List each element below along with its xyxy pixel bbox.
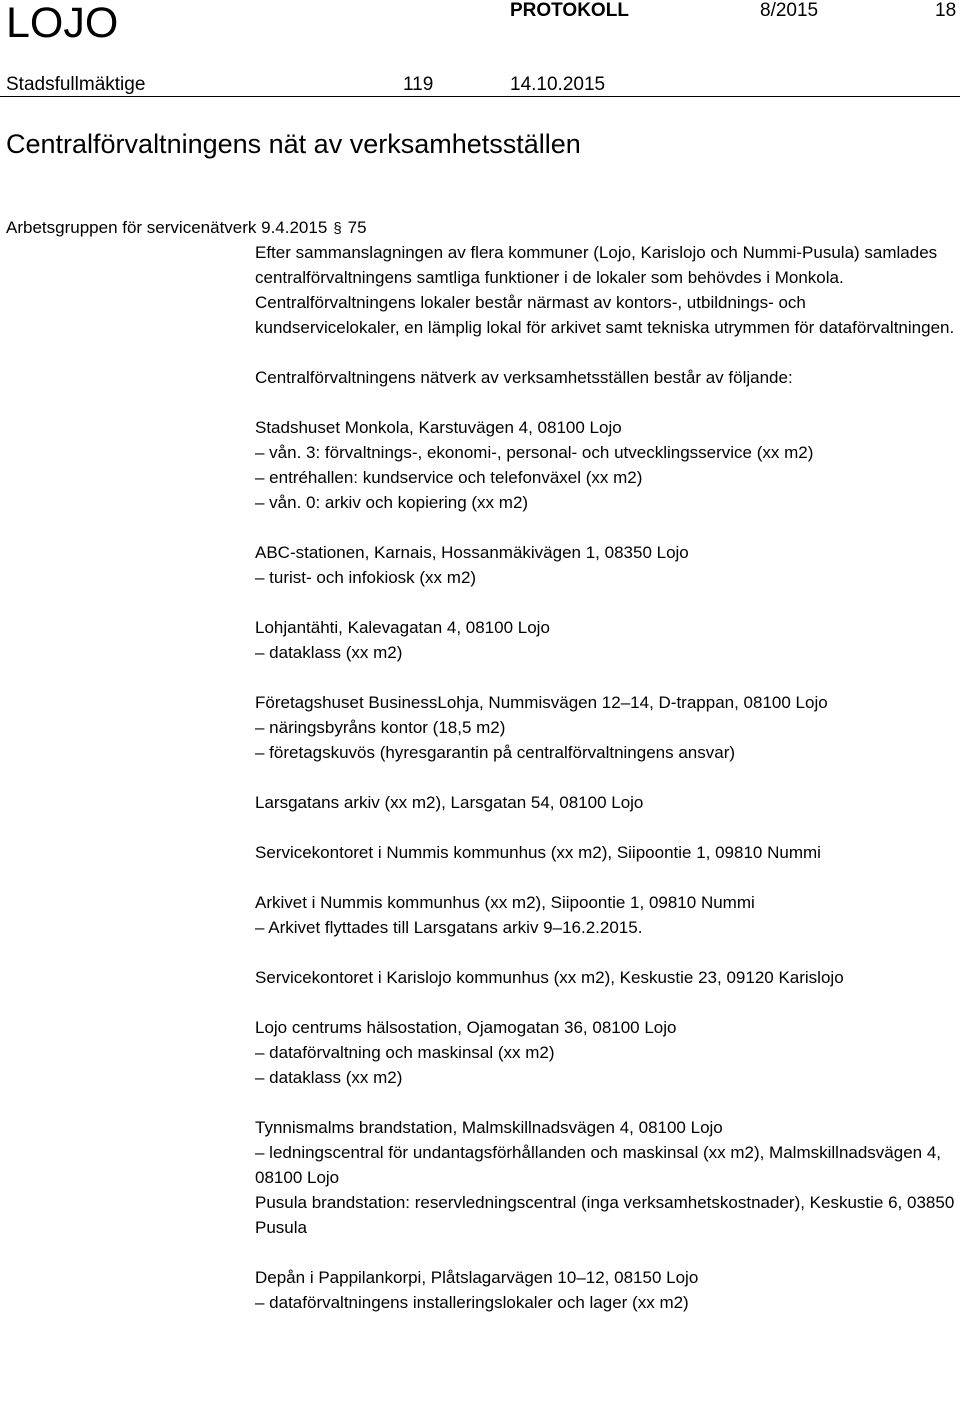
paragraph-line: Efter sammanslagningen av flera kommuner (Lojo, Karislojo och Nummi-Pusula) samlades centralförvaltningens samtliga funktioner i de lokaler som behövdes i Monkola. Centralförvaltningens lokaler består närmast av kontors-, utbildnings- och kundservicelokaler, en lämplig lokal för arkivet samt tekniska utrymmen för dataförvaltningen. <box>255 243 955 337</box>
paragraph-line: – ledningscentral för undantagsförhållanden och maskinsal (xx m2), Malmskillnadsvägen 4, 08100 Lojo <box>255 1143 942 1187</box>
paragraph-line: Centralförvaltningens nätverk av verksamhetsställen består av följande: <box>255 368 793 387</box>
page-number: 18 <box>935 0 957 21</box>
paragraph-line: – företagskuvös (hyresgarantin på centralförvaltningens ansvar) <box>255 743 736 762</box>
subheading <box>6 216 367 241</box>
paragraph <box>255 1115 955 1240</box>
paragraph <box>255 690 955 765</box>
subheading-text: Arbetsgruppen för servicenätverk 9.4.2015 <box>6 218 328 237</box>
section-number: 119 <box>403 74 434 95</box>
paragraph-line: Depån i Pappilankorpi, Plåtslagarvägen 10–12, 08150 Lojo <box>255 1268 699 1287</box>
document-number: 8/2015 <box>760 0 819 21</box>
paragraph <box>255 615 955 665</box>
paragraph-line: Arkivet i Nummis kommunhus (xx m2), Siipoontie 1, 09810 Nummi <box>255 893 755 912</box>
paragraph-line: – näringsbyråns kontor (18,5 m2) <box>255 718 506 737</box>
paragraph <box>255 240 955 340</box>
paragraph-line: Servicekontoret i Nummis kommunhus (xx m2), Siipoontie 1, 09810 Nummi <box>255 843 821 862</box>
paragraph-line: Larsgatans arkiv (xx m2), Larsgatan 54, 08100 Lojo <box>255 793 644 812</box>
paragraph <box>255 415 955 515</box>
header-divider <box>0 96 960 97</box>
paragraph-line: Stadshuset Monkola, Karstuvägen 4, 08100 Lojo <box>255 418 622 437</box>
paragraph <box>255 1015 955 1090</box>
paragraph-line: – vån. 0: arkiv och kopiering (xx m2) <box>255 493 529 512</box>
paragraph-line: – vån. 3: förvaltnings-, ekonomi-, personal- och utvecklingsservice (xx m2) <box>255 443 814 462</box>
paragraph-line: – dataförvaltning och maskinsal (xx m2) <box>255 1043 555 1062</box>
document-type: PROTOKOLL <box>510 0 629 21</box>
paragraph-line: – dataförvaltningens installeringslokaler och lager (xx m2) <box>255 1293 689 1312</box>
paragraph-line: Företagshuset BusinessLohja, Nummisvägen 12–14, D-trappan, 08100 Lojo <box>255 693 828 712</box>
document-body <box>255 240 955 1340</box>
meeting-date: 14.10.2015 <box>510 74 606 95</box>
paragraph-line: – dataklass (xx m2) <box>255 1068 403 1087</box>
paragraph <box>255 890 955 940</box>
paragraph <box>255 540 955 590</box>
paragraph-line: Servicekontoret i Karislojo kommunhus (xx m2), Keskustie 23, 09120 Karislojo <box>255 968 844 987</box>
paragraph-line: Pusula brandstation: reservledningscentral (inga verksamhetskostnader), Keskustie 6, 03850 Pusula <box>255 1193 955 1237</box>
paragraph-line: – Arkivet flyttades till Larsgatans arkiv 9–16.2.2015. <box>255 918 643 937</box>
page-title: Centralförvaltningens nät av verksamhetsställen <box>6 129 581 159</box>
paragraph-line: – entréhallen: kundservice och telefonväxel (xx m2) <box>255 468 643 487</box>
paragraph-line: ABC-stationen, Karnais, Hossanmäkivägen 1, 08350 Lojo <box>255 543 689 562</box>
paragraph <box>255 840 955 865</box>
paragraph-line: – dataklass (xx m2) <box>255 643 403 662</box>
paragraph-line: Lohjantähti, Kalevagatan 4, 08100 Lojo <box>255 618 550 637</box>
paragraph-line: Lojo centrums hälsostation, Ojamogatan 36, 08100 Lojo <box>255 1018 677 1037</box>
paragraph <box>255 365 955 390</box>
paragraph <box>255 965 955 990</box>
body-name: Stadsfullmäktige <box>6 74 146 95</box>
paragraph-line: Tynnismalms brandstation, Malmskillnadsvägen 4, 08100 Lojo <box>255 1118 723 1137</box>
logo: LOJO <box>6 0 119 47</box>
paragraph-line: – turist- och infokiosk (xx m2) <box>255 568 477 587</box>
subheading-section-number: 75 <box>347 218 367 237</box>
paragraph <box>255 1265 955 1315</box>
paragraph <box>255 790 955 815</box>
section-symbol: § <box>333 220 342 237</box>
